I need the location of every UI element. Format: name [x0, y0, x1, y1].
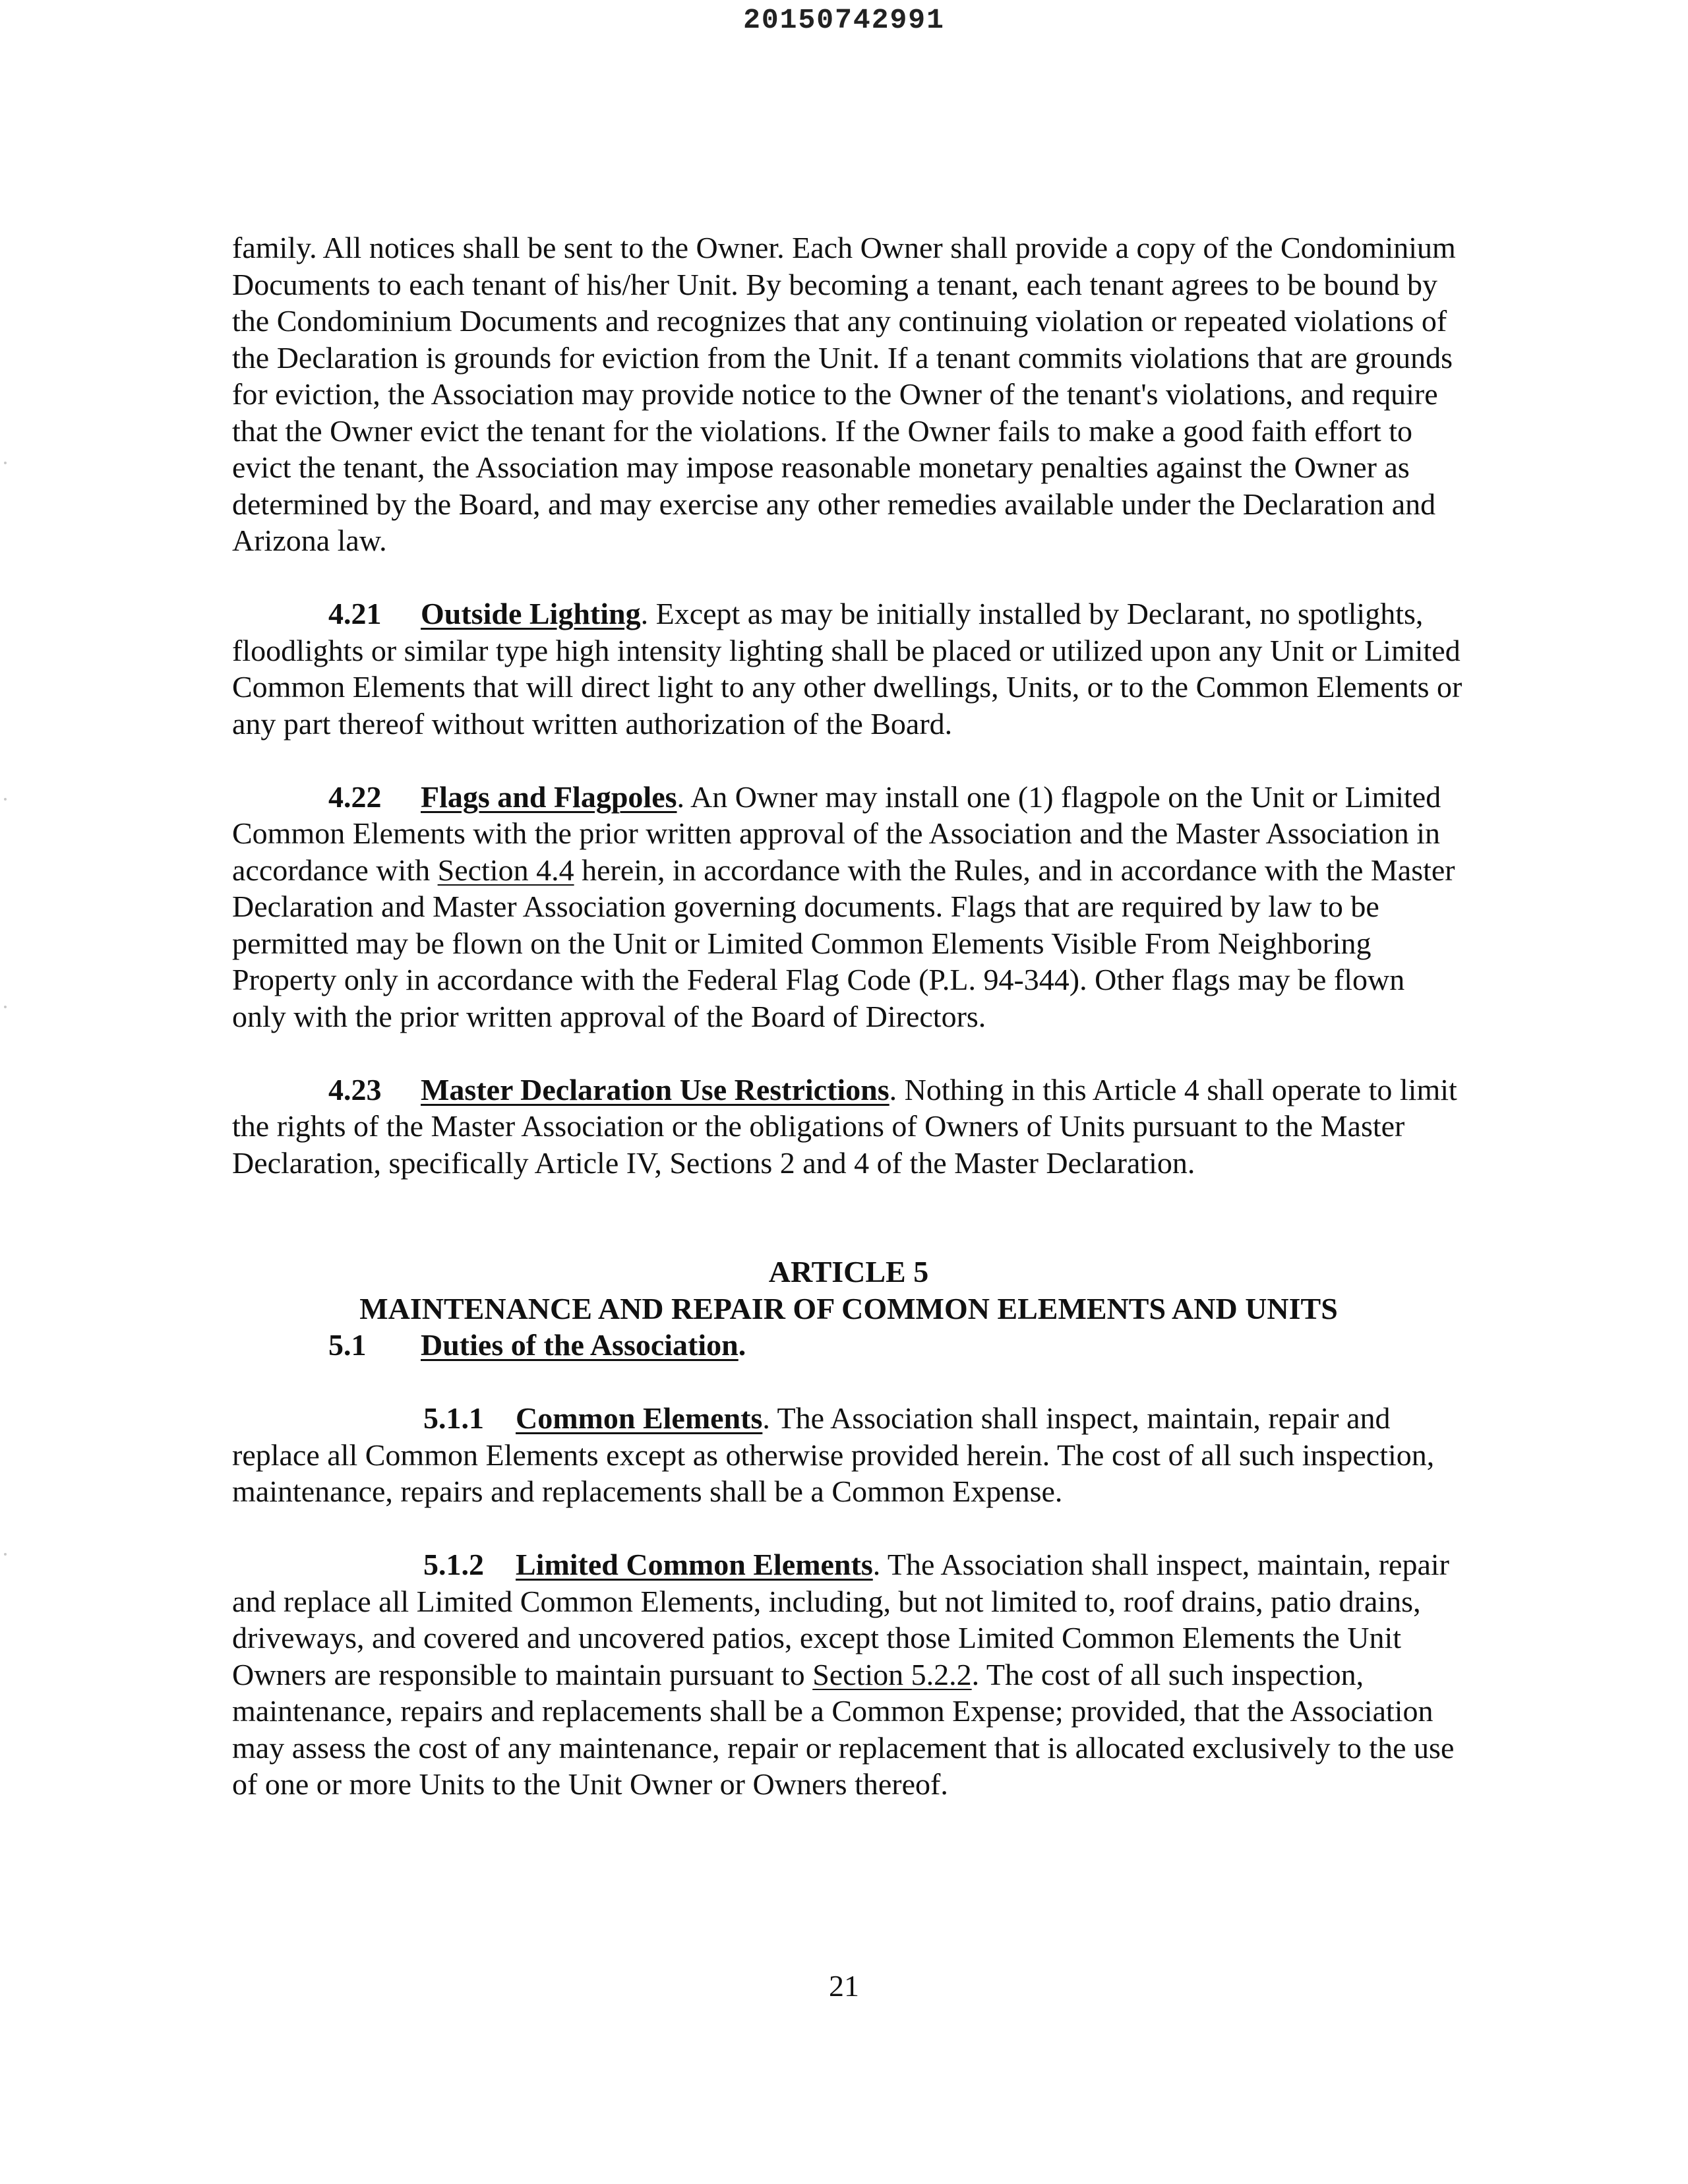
section-body: . An Owner may install one (1) flagpole on the Unit or Limited Common Elements with the prior written approval of the Association and the Master Association in accordance with [232, 779, 1441, 887]
section-number: 4.21 [328, 597, 382, 630]
section-title: Flags and Flagpoles [421, 779, 677, 814]
scan-speck [4, 798, 7, 801]
section-5-1-1 [232, 1400, 1465, 1510]
section-number: 5.1 [328, 1328, 367, 1362]
document-page [232, 229, 1465, 1803]
subsection-body: . The Association shall inspect, maintain, repair and replace all Common Elements except as otherwise provided herein. The cost of all such inspection, maintenance, repairs and replacements shall be a Common Expense. [232, 1401, 1435, 1508]
section-4-23 [232, 1072, 1465, 1182]
subsection-number: 5.1.1 [423, 1401, 484, 1435]
scan-speck [4, 1553, 7, 1556]
subsection-title: Limited Common Elements [516, 1548, 873, 1581]
section-number: 4.23 [328, 1072, 382, 1107]
section-body: . Except as may be initially installed by Declarant, no spotlights, floodlights or similar type high intensity lighting shall be placed or utilized upon any Unit or Limited Common Elements that will direct light to any other dwellings, Units, or to the Common Elements or any part thereof without written authorization of the Board. [232, 597, 1462, 741]
section-4-22 [232, 779, 1465, 1035]
section-title-suffix: . [738, 1328, 746, 1362]
scan-speck [4, 462, 7, 464]
section-title: Outside Lighting [421, 597, 641, 630]
section-title: Duties of the Association [421, 1328, 738, 1362]
article-title: MAINTENANCE AND REPAIR OF COMMON ELEMENTS AND UNITS [359, 1291, 1338, 1325]
recording-number: 20150742991 [743, 4, 945, 36]
page-number: 21 [829, 1969, 859, 2003]
subsection-reference: Section 5.2.2 [812, 1657, 972, 1691]
section-title: Master Declaration Use Restrictions [421, 1072, 889, 1107]
section-number: 4.22 [328, 779, 382, 814]
section-body: . Nothing in this Article 4 shall operate to limit the rights of the Master Association or the obligations of Owners of Units pursuant to the Master Declaration, specifically Article IV, Sections 2 and 4 of the Master Declaration. [232, 1072, 1457, 1180]
article-label: ARTICLE 5 [768, 1255, 929, 1289]
section-body-continued: herein, in accordance with the Rules, and in accordance with the Master Declaration and Master Association governing documents. Flags that are required by law to be permitted may be flown on the Unit or Limited Common Elements Visible From Neighboring Property only in accordance with the Federal Flag Code (P.L. 94-344). Other flags may be flown only with the prior written approval of the Board of Directors. [232, 853, 1455, 1033]
section-5-1-2 [232, 1546, 1465, 1803]
section-4-21 [232, 595, 1465, 742]
subsection-title: Common Elements [516, 1401, 763, 1435]
subsection-body-continued: . The cost of all such inspection, maintenance, repairs and replacements shall be a Common Expense; provided, that the Association may assess the cost of any maintenance, repair or replacement that is allocated exclusively to the use of one or more Units to the Unit Owner or Owners thereof. [232, 1657, 1455, 1801]
subsection-body: . The Association shall inspect, maintain, repair and replace all Limited Common Elements, including, but not limited to, roof drains, patio drains, driveways, and covered and uncovered patios, except those Limited Common Elements the Unit Owners are responsible to maintain pursuant to [232, 1548, 1449, 1691]
paragraph-tenant-continued: family. All notices shall be sent to the Owner. Each Owner shall provide a copy of the Condominium Documents to each tenant of his/her Unit. By becoming a tenant, each tenant agrees to be bound by the Condominium Documents and recognizes that any continuing violation or repeated violations of the Declaration is grounds for eviction from the Unit. If a tenant commits violations that are grounds for eviction, the Association may provide notice to the Owner of the tenant's violations, and require that the Owner evict the tenant for the violations. If the Owner fails to make a good faith effort to evict the tenant, the Association may impose reasonable monetary penalties against the Owner as determined by the Board, and may exercise any other remedies available under the Declaration and Arizona law. [232, 231, 1456, 557]
article-heading [232, 1254, 1465, 1327]
scan-speck [4, 1006, 7, 1008]
section-reference: Section 4.4 [437, 853, 574, 887]
subsection-number: 5.1.2 [423, 1548, 484, 1581]
section-5-1 [232, 1327, 1465, 1364]
